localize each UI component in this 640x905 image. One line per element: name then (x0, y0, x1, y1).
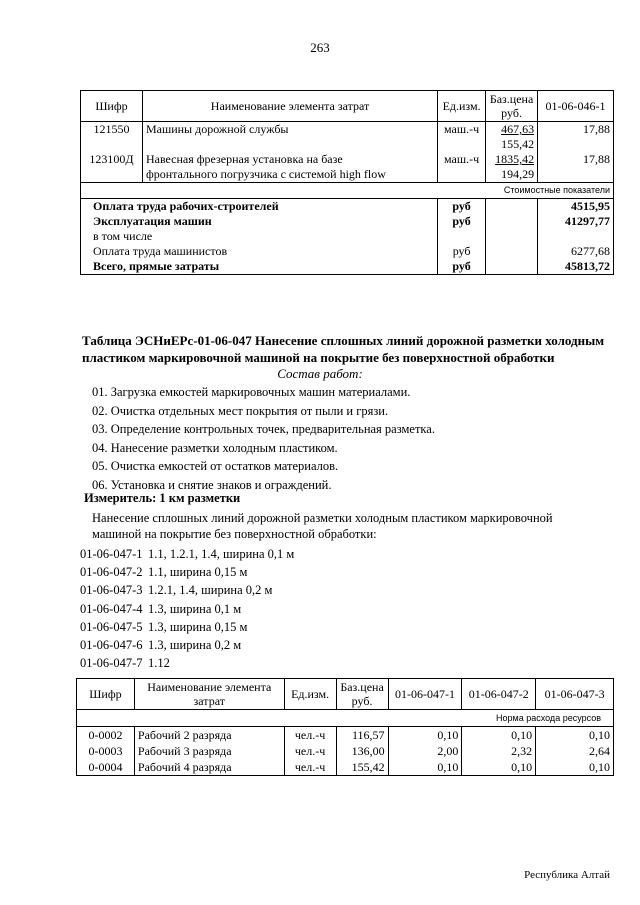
code-text: 1.12 (148, 656, 170, 671)
header-price: Баз.цена руб. (336, 679, 388, 710)
row-unit: чел.-ч (284, 727, 336, 744)
footer-region: Республика Алтай (524, 869, 610, 881)
table-header-row (81, 91, 614, 122)
row-code: 121550 (93, 122, 130, 136)
summary-name: Всего, прямые затраты (93, 259, 220, 273)
header-code: Шифр (77, 679, 135, 710)
section-label: Норма расхода ресурсов (496, 713, 601, 723)
code-list (80, 545, 294, 672)
list-item (80, 545, 294, 563)
code: 01-06-047-6 (80, 638, 143, 653)
row-unit: чел.-ч (284, 759, 336, 776)
row-value: 2,32 (462, 743, 536, 759)
row-name-line: фронтального погрузчика с системой high flow (145, 167, 386, 181)
summary-value: 41297,77 (538, 214, 614, 229)
list-item (80, 654, 294, 672)
row-value: 0,10 (536, 759, 614, 776)
summary-row (81, 244, 614, 259)
code: 01-06-047-2 (80, 565, 143, 580)
summary-name: Оплата труда рабочих-строителей (81, 199, 438, 215)
row-value: 0,10 (536, 727, 614, 744)
price-wage: 155,42 (501, 137, 535, 151)
code-text: 1.1, 1.2.1, 1.4, ширина 0,1 м (148, 547, 295, 561)
summary-unit: руб (438, 259, 486, 275)
row-value: 17,88 (538, 122, 614, 153)
table-row (77, 727, 614, 744)
row-unit: маш.-ч (438, 152, 486, 183)
summary-name: Оплата труда машинистов (93, 244, 228, 258)
row-name: Машины дорожной службы (142, 122, 437, 153)
row-value: 2,00 (388, 743, 462, 759)
row-value: 0,10 (462, 727, 536, 744)
row-code: 0-0002 (77, 727, 135, 744)
summary-row (81, 259, 614, 275)
header-unit: Ед.изм. (284, 679, 336, 710)
table-title (82, 332, 622, 366)
description-line: Нанесение сплошных линий дорожной разметки холодным пластиком маркировочной (92, 511, 553, 525)
section-label-row (77, 710, 614, 727)
list-item: 03. Определение контрольных точек, предварительная разметка. (92, 422, 435, 436)
table-row (77, 743, 614, 759)
summary-unit: руб (438, 214, 486, 229)
header-name: Наименование элемента затрат (134, 679, 284, 710)
works-heading: Состав работ: (277, 366, 363, 381)
row-price (486, 152, 538, 183)
resource-table-047 (76, 678, 614, 776)
header-norm-code: 01-06-046-1 (538, 91, 614, 122)
list-item: 04. Нанесение разметки холодным пластиком. (92, 440, 338, 455)
list-item (80, 618, 294, 636)
code-text: 1.3, ширина 0,1 м (148, 601, 242, 616)
section-label-row (81, 183, 614, 199)
table-row (81, 152, 614, 183)
table-row (81, 122, 614, 153)
row-price: 136,00 (336, 743, 388, 759)
row-value: 17,88 (538, 152, 614, 183)
list-item (80, 581, 294, 599)
row-name-line: Навесная фрезерная установка на базе (145, 152, 343, 166)
list-item: 05. Очистка емкостей от остатков материалов. (92, 459, 339, 473)
summary-row (81, 199, 614, 215)
row-value: 2,64 (536, 743, 614, 759)
code-text: 1.3, ширина 0,2 м (148, 638, 242, 653)
row-code: 123100Д (89, 152, 134, 166)
summary-row (81, 229, 614, 244)
header-code: Шифр (81, 91, 143, 122)
header-norm-code: 01-06-047-1 (388, 679, 462, 710)
header-price: Баз.цена руб. (486, 91, 538, 122)
row-unit: маш.-ч (438, 122, 486, 153)
resource-table-046 (80, 90, 614, 275)
row-name (142, 152, 437, 183)
table-title-line: Таблица ЭСНиЕРс-01-06-047 Нанесение сплошных линий дорожной разметки холодным (82, 333, 605, 348)
code: 01-06-047-5 (80, 619, 143, 634)
code: 01-06-047-4 (80, 601, 143, 616)
header-name: Наименование элемента затрат (142, 91, 437, 122)
list-item (80, 600, 294, 618)
code-text: 1.2.1, 1.4, ширина 0,2 м (148, 583, 273, 598)
price-main: 467,63 (501, 122, 535, 136)
description (92, 510, 612, 542)
list-item (80, 636, 294, 654)
table-row (77, 759, 614, 776)
summary-row (81, 214, 614, 229)
summary-value: 45813,72 (538, 259, 614, 275)
row-price: 116,57 (336, 727, 388, 744)
row-unit: чел.-ч (284, 743, 336, 759)
summary-value: 6277,68 (538, 244, 614, 259)
row-price (486, 122, 538, 153)
price-wage: 194,29 (501, 167, 535, 181)
row-value: 0,10 (388, 759, 462, 776)
row-price: 155,42 (336, 759, 388, 776)
price-main: 1835,42 (495, 152, 535, 166)
measure-unit: Измеритель: 1 км разметки (84, 491, 241, 505)
summary-unit: руб (438, 199, 486, 215)
code: 01-06-047-3 (80, 583, 143, 598)
summary-unit: руб (438, 244, 486, 259)
table-header-row (77, 679, 614, 710)
summary-value: 4515,95 (538, 199, 614, 215)
row-name: Рабочий 4 разряда (134, 759, 284, 776)
table-title-line: пластиком маркировочной машиной на покрытие без поверхностной обработки (82, 350, 555, 365)
description-line: машиной на покрытие без поверхностной обработки: (92, 527, 377, 541)
summary-name: Эксплуатация машин (93, 214, 212, 228)
section-label: Стоимостные показатели (486, 183, 614, 199)
page-number: 263 (310, 40, 330, 55)
row-value: 0,10 (388, 727, 462, 744)
list-item: 01. Загрузка емкостей маркировочных машин материалами. (92, 385, 411, 399)
header-unit: Ед.изм. (438, 91, 486, 122)
row-name: Рабочий 3 разряда (134, 743, 284, 759)
summary-name: в том числе (93, 229, 153, 243)
list-item: 06. Установка и снятие знаков и ограждений. (92, 477, 332, 492)
header-norm-code: 01-06-047-3 (536, 679, 614, 710)
code-text: 1.3, ширина 0,15 м (148, 619, 248, 634)
list-item: 02. Очистка отдельных мест покрытия от пыли и грязи. (92, 403, 389, 418)
code-text: 1.1, ширина 0,15 м (148, 565, 248, 580)
works-list (92, 383, 435, 494)
row-name: Рабочий 2 разряда (134, 727, 284, 744)
row-code: 0-0004 (88, 760, 123, 774)
code: 01-06-047-1 (80, 547, 143, 561)
row-value: 0,10 (462, 759, 536, 776)
row-code: 0-0003 (88, 744, 123, 758)
code: 01-06-047-7 (80, 656, 143, 671)
header-norm-code: 01-06-047-2 (462, 679, 536, 710)
list-item (80, 563, 294, 581)
